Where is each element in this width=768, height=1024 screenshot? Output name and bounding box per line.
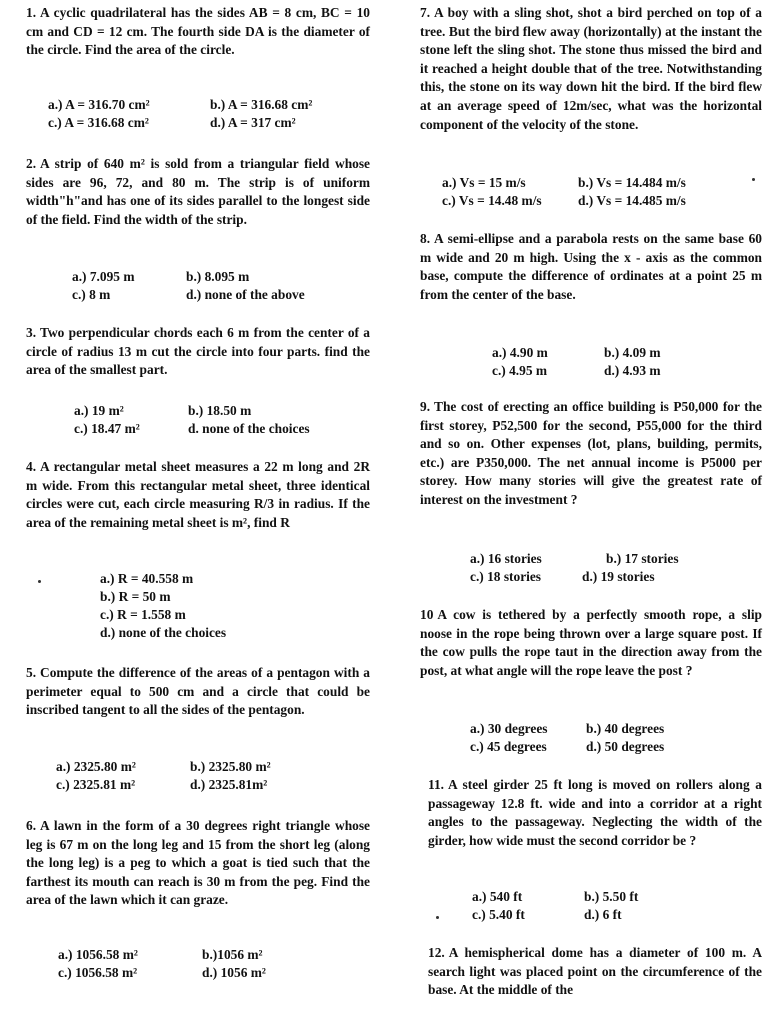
option-a: a.) 4.90 m	[492, 345, 548, 360]
option-a: a.) A = 316.70 cm²	[48, 97, 150, 112]
question-11	[428, 776, 762, 850]
option-c: c.) 1056.58 m²	[58, 965, 138, 980]
question-4	[26, 458, 370, 532]
option-a: a.) 1056.58 m²	[58, 947, 138, 962]
option-c: c.) R = 1.558 m	[100, 607, 186, 622]
option-d: d.) 4.93 m	[604, 363, 661, 378]
option-c: c.) 18 stories	[470, 569, 542, 584]
option-d: d.) 6 ft	[584, 907, 622, 922]
option-a: a.) 16 stories	[470, 551, 542, 566]
question-text: 2. A strip of 640 m² is sold from a triangular field whose sides are 96, 72, and 80 m. The strip is of uniform width"h"and has one of its sides parallel to the longest side of the field. Find the width of the strip.	[26, 156, 370, 227]
option-a: a.) 19 m²	[74, 403, 124, 418]
option-c: c.) 18.47 m²	[74, 421, 140, 436]
question-text: 4. A rectangular metal sheet measures a 22 m long and 2R m wide. From this rectangular metal sheet, three identical circles were cut, each circle measuring R/3 in radius. If the area of the remaining metal sheet is m², find R	[26, 459, 370, 530]
option-b: b.) 4.09 m	[604, 345, 661, 360]
option-d: d. none of the choices	[188, 421, 310, 436]
option-b: b.)1056 m²	[202, 947, 263, 962]
option-a: a.) R = 40.558 m	[100, 571, 194, 586]
option-a: a.) 2325.80 m²	[56, 759, 136, 774]
question-8	[420, 230, 762, 304]
scan-speck	[436, 916, 439, 919]
option-d: d.) 50 degrees	[586, 739, 665, 754]
question-12	[428, 944, 762, 1000]
question-text: 5. Compute the difference of the areas of a pentagon with a perimeter equal to 500 cm and a circle that could be inscribed tangent to all the sides of the pentagon.	[26, 665, 370, 718]
option-b: b.) A = 316.68 cm²	[210, 97, 313, 112]
option-a: a.) 7.095 m	[72, 269, 135, 284]
option-a: a.) 540 ft	[472, 889, 523, 904]
option-d: d.) A = 317 cm²	[210, 115, 296, 130]
option-c: c.) A = 316.68 cm²	[48, 115, 149, 130]
option-c: c.) 45 degrees	[470, 739, 547, 754]
option-c: c.) 2325.81 m²	[56, 777, 136, 792]
option-a: a.) 30 degrees	[470, 721, 548, 736]
option-b: b.) Vs = 14.484 m/s	[578, 175, 686, 190]
question-text: 12. A hemispherical dome has a diameter of 100 m. A search light was placed point on the circumference of the base. At the middle of the	[428, 945, 762, 998]
option-b: b.) 8.095 m	[186, 269, 250, 284]
question-text: 6. A lawn in the form of a 30 degrees right triangle whose leg is 67 m on the long leg and 15 from the short leg (along the long leg) is a peg to which a goat is tied such that the farthest its mouth can reach is 30 m from the peg. Find the area of the lawn which it can graze.	[26, 818, 370, 908]
option-b: b.) 5.50 ft	[584, 889, 639, 904]
option-b: b.) 18.50 m	[188, 403, 252, 418]
option-c: c.) 5.40 ft	[472, 907, 525, 922]
option-d: d.) none of the choices	[100, 625, 227, 640]
question-text: 11. A steel girder 25 ft long is moved on rollers along a passageway 12.8 ft. wide and into a corridor at a right angles to the passageway. Neglecting the width of the girder, how wide must the second corridor be ?	[428, 777, 762, 848]
option-b: b.) R = 50 m	[100, 589, 171, 604]
option-d: d.) 19 stories	[582, 569, 655, 584]
question-text: 1. A cyclic quadrilateral has the sides AB = 8 cm, BC = 10 cm and CD = 12 cm. The fourth side DA is the diameter of the circle. Find the area of the circle.	[26, 5, 370, 58]
question-text: 8. A semi-ellipse and a parabola rests on the same base 60 m wide and 20 m high. Using the x - axis as the common base, compute the difference of ordinates at a point 25 m from the center of the base.	[420, 231, 762, 302]
scan-speck	[38, 580, 41, 583]
question-10	[420, 606, 762, 680]
question-text: 7. A boy with a sling shot, shot a bird perched on top of a tree. But the bird flew away (horizontally) at the instant the stone left the sling shot. The stone thus missed the bird and it reached a height double that of the tree. Notwithstanding this, the stone on its way down hit the bird. If the bird flew at an average speed of 12m/sec, what was the horizontal component of the velocity of the stone.	[420, 5, 762, 132]
option-a: a.) Vs = 15 m/s	[442, 175, 526, 190]
option-c: c.) 8 m	[72, 287, 111, 302]
option-c: c.) Vs = 14.48 m/s	[442, 193, 542, 208]
option-d: d.) 2325.81m²	[190, 777, 268, 792]
option-b: b.) 2325.80 m²	[190, 759, 271, 774]
question-9	[420, 398, 762, 510]
question-1	[26, 4, 370, 60]
question-6	[26, 817, 370, 910]
option-c: c.) 4.95 m	[492, 363, 548, 378]
question-text: 9. The cost of erecting an office building is P50,000 for the first storey, P52,500 for the second, P55,000 for the third and so on. Other expenses (lot, plans, building, permits, etc.) are P350,000. The net annual income is P5000 per storey. How many stories will give the greatest rate of interest on the investment ?	[420, 399, 762, 507]
question-5	[26, 664, 370, 720]
option-d: d.) Vs = 14.485 m/s	[578, 193, 686, 208]
question-text: 10 A cow is tethered by a perfectly smooth rope, a slip noose in the rope being thrown over a large square post. If the cow pulls the rope taut in the direction away from the post, at what angle will the rope leave the post ?	[420, 607, 762, 678]
option-d: d.) none of the above	[186, 287, 305, 302]
question-7	[420, 4, 762, 134]
scan-speck	[752, 178, 755, 181]
question-2	[26, 155, 370, 229]
option-b: b.) 17 stories	[606, 551, 679, 566]
option-d: d.) 1056 m²	[202, 965, 266, 980]
option-b: b.) 40 degrees	[586, 721, 665, 736]
question-text: 3. Two perpendicular chords each 6 m from the center of a circle of radius 13 m cut the circle into four parts. find the area of the smallest part.	[26, 325, 370, 378]
question-3	[26, 324, 370, 380]
